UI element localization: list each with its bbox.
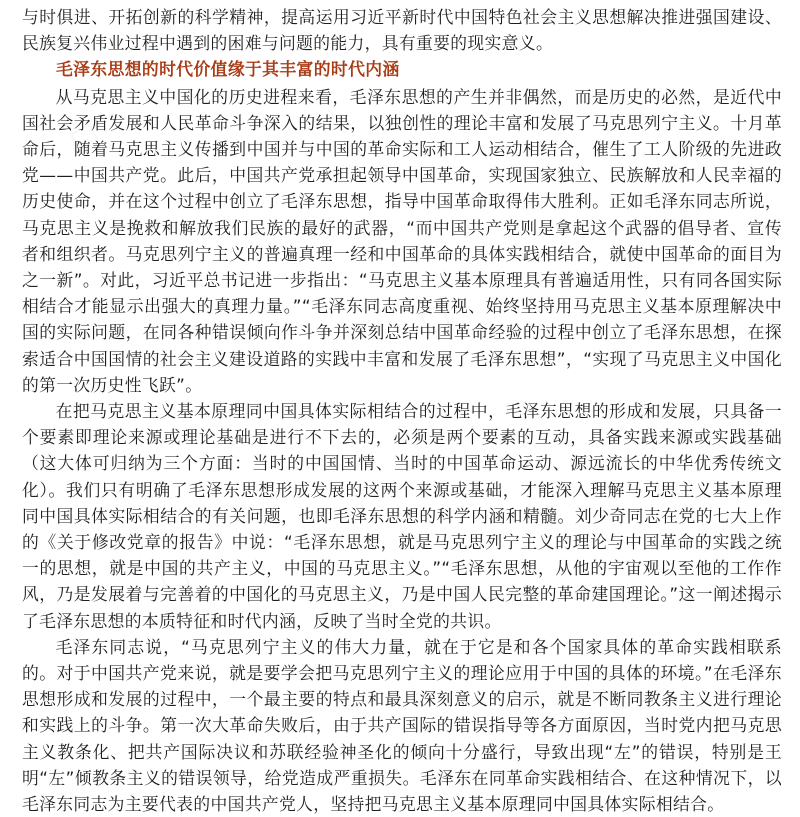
article-body (22, 4, 782, 817)
paragraph-1: 从马克思主义中国化的历史进程来看，毛泽东思想的产生并非偶然，而是历史的必然，是近代中国社会矛盾发展和人民革命斗争深入的结果，以独创性的理论丰富和发展了马克思列宁主义。十月革命后，随着马克思主义传播到中国并与中国的革命实际和工人运动相结合，催生了工人阶级的先进政党——中国共产党。此后，中国共产党承担起领导中国革命，实现国家独立、民族解放和人民幸福的历史使命，并在这个过程中创立了毛泽东思想，指导中国革命取得伟大胜利。正如毛泽东同志所说，马克思主义是挽救和解放我们民族的最好的武器，“而中国共产党则是拿起这个武器的倡导者、宣传者和组织者。马克思列宁主义的普遍真理一经和中国革命的具体实践相结合，就使中国革命的面目为之一新”。对此，习近平总书记进一步指出：“马克思主义基本原理具有普遍适用性，只有同各国实际相结合才能显示出强大的真理力量。”“毛泽东同志高度重视、始终坚持用马克思主义基本原理解决中国的实际问题，在同各种错误倾向作斗争并深刻总结中国革命经验的过程中创立了毛泽东思想，在探索适合中国国情的社会主义建设道路的实践中丰富和发展了毛泽东思想”，“实现了马克思主义中国化的第一次历史性飞跃”。 (22, 86, 782, 395)
paragraph-3: 毛泽东同志说，“马克思列宁主义的伟大力量，就在于它是和各个国家具体的革命实践相联系的。对于中国共产党来说，就是要学会把马克思列宁主义的理论应用于中国的具体的环境。”在毛泽东思想形成和发展的过程中，一个最主要的特点和最具深刻意义的启示，就是不断同教条主义进行理论和实践上的斗争。第一次大革命失败后，由于共产国际的错误指导等各方面原因，当时党内把马克思主义教条化、把共产国际决议和苏联经验神圣化的倾向十分盛行，导致出现“左”的错误，特别是王明“左”倾教条主义的错误领导，给党造成严重损失。毛泽东在同革命实践相结合、在这种情况下，以毛泽东同志为主要代表的中国共产党人，坚持把马克思主义基本原理同中国具体实际相结合。 (22, 636, 782, 815)
section-heading: 毛泽东思想的时代价值缘于其丰富的时代内涵 (56, 59, 400, 80)
paragraph-2: 在把马克思主义基本原理同中国具体实际相结合的过程中，毛泽东思想的形成和发展，只具备一个要素即理论来源或理论基础是进行不下去的，必须是两个要素的互动，具备实践来源或实践基础（这大体可归纳为三个方面：当时的中国国情、当时的中国革命运动、源远流长的中华优秀传统文化）。我们只有明确了毛泽东思想形成发展的这两个来源或基础，才能深入理解马克思主义基本原理同中国具体实际相结合的有关问题，也即毛泽东思想的科学内涵和精髓。刘少奇同志在党的七大上作的《关于修改党章的报告》中说：“毛泽东思想，就是马克思列宁主义的理论与中国革命的实践之统一的思想，就是中国的共产主义，中国的马克思主义。”“毛泽东思想，从他的宇宙观以至他的工作作风，乃是发展着与完善着的中国化的马克思主义，乃是中国人民完整的革命建国理论。”这一阐述揭示了毛泽东思想的本质特征和时代内涵，反映了当时全党的共识。 (22, 401, 782, 631)
intro-paragraph-tail: 与时俱进、开拓创新的科学精神，提高运用习近平新时代中国特色社会主义思想解决推进强国建设、民族复兴伟业过程中遇到的困难与问题的能力，具有重要的现实意义。 (22, 7, 782, 54)
